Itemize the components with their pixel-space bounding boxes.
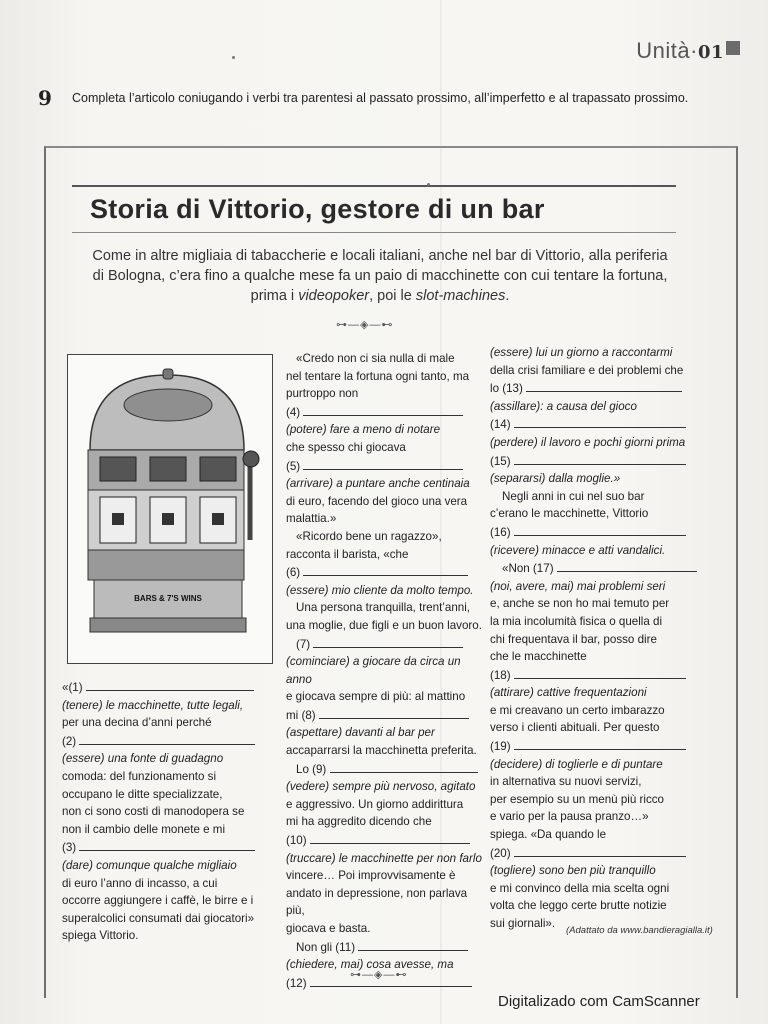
exercise-number: 9 — [38, 86, 52, 110]
column-2: «Credo non ci sia nulla di male nel tentare la fortuna ogni tanto, ma purtroppo non (4) (potere) fare a meno di notare che spesso chi giocava (5) (arrivare) a puntare anche centinaia di euro, facendo del gioco una vera malattia.» «Ricordo bene un ragazzo», racconta il barista, «che (6) (essere) mio cliente da molto tempo. Una persona tranquilla, trent’anni, una moglie, due figli e un buon lavoro. (7) (cominciare) a giocare da circa un anno e giocava sempre di più: al mattino mi (8) (aspettare) davanti al bar per accaparrarsi la macchinetta preferita. Lo (9) (vedere) sempre più nervoso, agitato e aggressivo. Un giorno addirittura mi ha aggredito dicendo che (10) (truccare) le macchinette per non farlo vincere… Poi improvvisamente è andato in depressione, non parlava più, giocava e basta. Non gli (11) (chiedere, mai) cosa avesse, ma (12) — [286, 352, 482, 990]
camscanner-watermark: Digitalizado com CamScanner — [498, 993, 700, 1010]
ornament-divider-top: ⊶—◈—⊷ — [336, 319, 394, 331]
slot-machine-image — [67, 354, 273, 664]
source-credit: (Adattato da www.bandieragialla.it) — [566, 925, 713, 936]
scan-speck — [232, 56, 235, 59]
exercise-instruction: Completa l’articolo coniugando i verbi tra parentesi al passato prossimo, all’imperfetto e al trapassato prossimo. — [72, 91, 689, 105]
column-3: (essere) lui un giorno a raccontarmi della crisi familiare e dei problemi che lo (13) (assillare): a causa del gioco (14) (perdere) il lavoro e pochi giorni prima (15) (separarsi) dalla moglie.» Negli anni in cui nel suo bar c’erano le macchinette, Vittorio (16) (ricevere) minacce e atti vandalici. «Non (17) (noi, avere, mai) mai problemi seri e, anche se non ho mai temuto per la mia incolumità fisica o quella di chi frequentava il bar, posso dire che le macchinette (18) (attirare) cattive frequentazioni e mi creavano un certo imbarazzo verso i clienti abituali. Per questo (19) (decidere) di toglierle e di puntare in alternativa su nuovi servizi, per esempio su un menù più ricco e vario per la pausa pranzo…» spiega. «Da quando le (20) (togliere) sono ben più tranquillo e mi convinco della mia scelta ogni volta che leggo certe brutte notizie sui giornali». — [490, 344, 702, 933]
column-1: «(1) (tenere) le macchinette, tutte legali, per una decina d’anni perché (2) (essere) una fonte di guadagno comoda: del funzionamento si occupano le ditte specializzate, non ci sono costi di manodopera se non il cambio delle monete e mi (3) (dare) comunque qualche migliaio di euro l’anno di incasso, a cui occorre aggiungere i caffè, le birre e i superalcolici consumati dai giocatori» spiega Vittorio. — [62, 678, 274, 945]
title-rule-bottom — [72, 232, 676, 233]
title-rule-top — [72, 185, 676, 187]
slot-banner-text: BARS & 7'S WINS — [134, 594, 202, 603]
unit-number: 01 — [697, 42, 724, 63]
unit-marker — [726, 41, 740, 55]
article-title: Storia di Vittorio, gestore di un bar — [90, 194, 545, 224]
scan-speck — [427, 183, 430, 186]
article-intro: Come in altre migliaia di tabaccherie e locali italiani, anche nel bar di Vittorio, alla periferia di Bologna, c’era fino a qualche mese fa un paio di macchinette con cui tentare la fortuna, prima i videopoker, poi le slot-machines. — [92, 248, 668, 304]
ornament-divider-bottom: ⊶—◈—⊷ — [350, 969, 408, 981]
unit-label: Unità·01 — [636, 38, 724, 63]
